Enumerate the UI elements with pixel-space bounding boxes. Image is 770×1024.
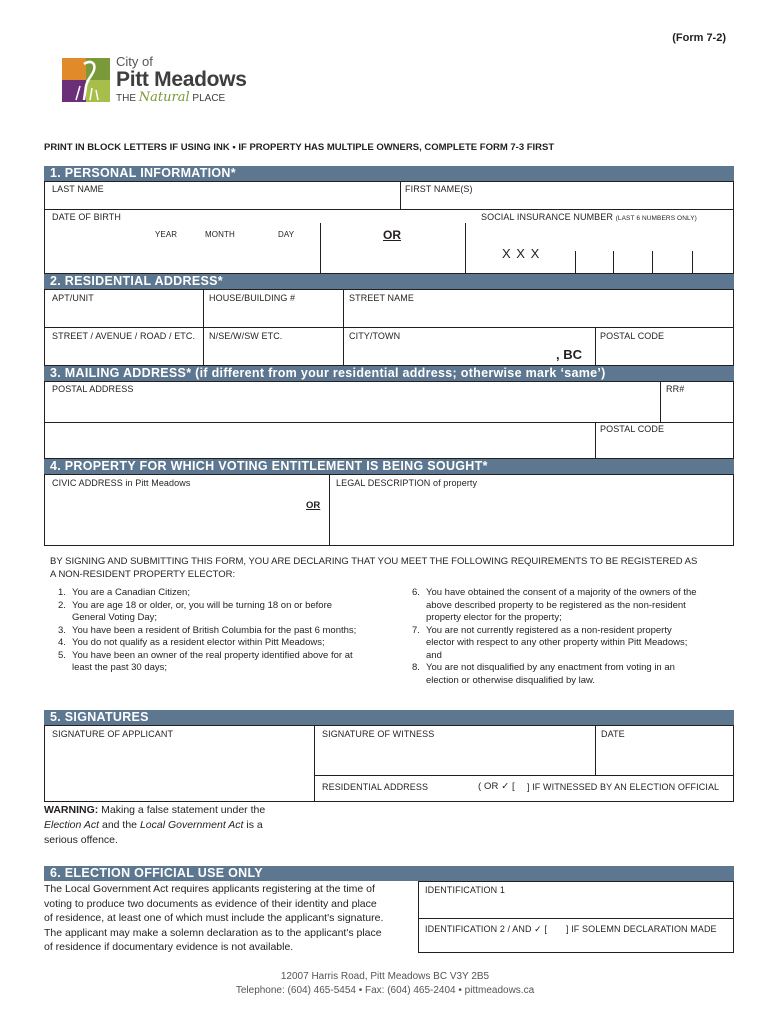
official-use-line: voting to produce two documents as evidence of their identity and place — [44, 897, 377, 910]
witness-official-note: ] IF WITNESSED BY AN ELECTION OFFICIAL — [527, 782, 720, 792]
official-use-line: The applicant may make a solemn declaration as to the applicant's place — [44, 926, 382, 939]
requirement-text — [426, 662, 675, 687]
footer — [0, 970, 770, 998]
civic-address-label: CIVIC ADDRESS in Pitt Meadows — [52, 478, 191, 488]
section-4-header: 4. PROPERTY FOR WHICH VOTING ENTITLEMENT IS BEING SOUGHT* — [44, 459, 734, 474]
sin-field[interactable] — [576, 252, 732, 272]
dob-or-sin-text: OR — [383, 228, 401, 242]
street-name-field[interactable] — [347, 304, 730, 324]
official-use-text — [44, 882, 416, 955]
applicant-signature-field[interactable] — [48, 741, 311, 798]
city-label: CITY/TOWN — [349, 331, 401, 341]
legal-description-label: LEGAL DESCRIPTION of property — [336, 478, 478, 488]
warning-line-3: serious offence. — [44, 834, 118, 846]
requirement-number: 8. — [412, 662, 420, 673]
requirement-line: General Voting Day; — [72, 612, 158, 623]
official-use-line: of residence if documentary evidence is not available. — [44, 941, 294, 953]
rr-label: RR# — [666, 384, 685, 394]
section-6-header: 6. ELECTION OFFICIAL USE ONLY — [44, 866, 734, 881]
logo-tag-place: PLACE — [192, 93, 226, 104]
logo — [62, 56, 252, 106]
sin-note: (LAST 6 NUMBERS ONLY) — [615, 215, 697, 222]
witness-official-or-check: ( OR ✓ [ — [478, 781, 515, 792]
requirement-number: 4. — [58, 637, 66, 648]
requirement-line: You are a Canadian Citizen; — [72, 587, 190, 598]
house-number-label: HOUSE/BUILDING # — [209, 293, 296, 303]
warning-label: WARNING: — [44, 804, 99, 816]
requirement-text — [72, 600, 332, 625]
postal-code-field[interactable] — [599, 342, 730, 362]
legal-description-field[interactable] — [334, 490, 730, 542]
footer-address: 12007 Harris Road, Pitt Meadows BC V3Y 2B5 — [280, 971, 490, 982]
city-field[interactable] — [347, 342, 552, 362]
witness-residential-address-field[interactable] — [318, 792, 472, 800]
warning-election-act: Election Act — [44, 819, 100, 831]
requirement-line: You are not currently registered as a non-resident property — [426, 624, 672, 636]
requirement-item — [412, 662, 732, 687]
postal-code-label: POSTAL CODE — [600, 331, 665, 341]
requirement-item — [58, 625, 388, 638]
identification-1-label: IDENTIFICATION 1 — [425, 885, 505, 895]
first-names-label: FIRST NAME(S) — [405, 184, 473, 194]
requirement-item — [412, 625, 732, 663]
identification-2-note: ] IF SOLEMN DECLARATION MADE — [566, 924, 717, 934]
date-label: DATE — [601, 729, 625, 739]
last-name-label: LAST NAME — [52, 184, 104, 194]
sin-masked-digits: X X X — [502, 246, 541, 261]
requirement-number: 5. — [58, 649, 66, 661]
declaration-intro-line-1: BY SIGNING AND SUBMITTING THIS FORM, YOU ARE DECLARING THAT YOU MEET THE FOLLOWING REQUIREMENTS TO BE REGISTERED AS — [50, 556, 698, 567]
requirement-text — [72, 637, 325, 650]
dob-label: DATE OF BIRTH — [52, 212, 121, 222]
requirement-item — [412, 587, 732, 625]
requirement-item — [58, 637, 388, 650]
mailing-postal-code-label: POSTAL CODE — [600, 424, 665, 434]
postal-address-field[interactable] — [48, 396, 656, 418]
section-1-header: 1. PERSONAL INFORMATION* — [44, 166, 734, 181]
footer-contact: Telephone: (604) 465-5454 • Fax: (604) 465-2404 • pittmeadows.ca — [235, 985, 535, 996]
requirement-number: 1. — [58, 587, 66, 598]
identification-2-label: IDENTIFICATION 2 / AND ✓ [ — [425, 924, 547, 934]
dob-month-label: MONTH — [205, 230, 235, 239]
requirement-line: above described property to be registered as the non-resident — [426, 599, 686, 611]
identification-2-field[interactable] — [422, 936, 730, 950]
requirement-line: and — [426, 649, 442, 661]
requirement-line: election or otherwise disqualified by law. — [426, 674, 595, 686]
mailing-address-line-2-field[interactable] — [48, 426, 591, 455]
requirement-line: You have been a resident of British Columbia for the past 6 months; — [72, 624, 357, 636]
dob-field[interactable] — [48, 242, 316, 270]
direction-field[interactable] — [207, 342, 340, 362]
witness-signature-label: SIGNATURE OF WITNESS — [322, 729, 435, 739]
requirement-text — [72, 587, 190, 600]
sin-label-text: SOCIAL INSURANCE NUMBER — [481, 212, 613, 222]
requirement-line: least the past 30 days; — [72, 662, 168, 673]
official-use-line: of residence, at least one of which must include the applicant's signature. — [44, 912, 384, 924]
apt-unit-field[interactable] — [48, 304, 200, 324]
property-or-text: OR — [306, 500, 321, 511]
logo-tag-the: THE — [116, 93, 136, 104]
witness-signature-field[interactable] — [318, 741, 591, 772]
requirements-left — [58, 587, 388, 675]
civic-address-field[interactable] — [48, 490, 298, 542]
identification-1-field[interactable] — [422, 896, 730, 915]
requirement-number: 3. — [58, 624, 66, 636]
direction-label: N/SE/W/SW ETC. — [209, 331, 283, 341]
first-names-field[interactable] — [404, 194, 730, 208]
requirement-item — [58, 600, 388, 625]
requirement-line: property elector for the property; — [426, 612, 562, 623]
requirement-line: You have obtained the consent of a majority of the owners of the — [426, 587, 697, 598]
sin-label — [481, 212, 697, 222]
warning-line-1: Making a false statement under the — [98, 804, 266, 816]
logo-tagline — [116, 90, 225, 105]
house-number-field[interactable] — [207, 304, 340, 324]
witness-residential-address-label: RESIDENTIAL ADDRESS — [322, 782, 429, 792]
requirement-text — [72, 625, 356, 638]
warning-local-gov-act: Local Government Act — [139, 819, 244, 831]
logo-tag-natural: Natural — [138, 90, 190, 105]
requirement-line: You do not qualify as a resident elector within Pitt Meadows; — [72, 637, 325, 648]
date-field[interactable] — [599, 741, 730, 772]
mailing-postal-code-field[interactable] — [599, 436, 730, 456]
applicant-signature-label: SIGNATURE OF APPLICANT — [52, 729, 174, 739]
declaration-intro — [50, 556, 697, 581]
warning-text — [44, 803, 314, 848]
logo-city-of: City of — [116, 54, 153, 69]
street-type-label: STREET / AVENUE / ROAD / ETC. — [52, 331, 196, 341]
official-use-line: The Local Government Act requires applicants registering at the time of — [44, 883, 375, 895]
requirements-right — [412, 587, 732, 687]
section-3-header: 3. MAILING ADDRESS* (if different from your residential address; otherwise mark ‘same’) — [44, 366, 734, 381]
section-5-header: 5. SIGNATURES — [44, 710, 734, 725]
logo-emblem-icon — [62, 56, 112, 102]
form-number: (Form 7-2) — [672, 32, 726, 44]
requirement-number: 6. — [412, 587, 420, 598]
declaration-intro-line-2: A NON-RESIDENT PROPERTY ELECTOR: — [50, 568, 236, 580]
requirement-text — [72, 650, 353, 675]
street-type-field[interactable] — [48, 342, 200, 362]
requirement-text — [426, 625, 687, 663]
dob-year-label: YEAR — [155, 230, 178, 239]
dob-day-label: DAY — [278, 230, 295, 239]
requirement-line: elector with respect to any other property within Pitt Meadows; — [426, 637, 688, 648]
rr-field[interactable] — [664, 396, 730, 418]
requirement-item — [58, 650, 388, 675]
requirement-number: 2. — [58, 599, 66, 611]
warning-is-a: is a — [243, 819, 263, 831]
requirement-item — [58, 587, 388, 600]
requirement-text — [426, 587, 697, 625]
requirement-number: 7. — [412, 624, 420, 636]
witness-official-checkbox[interactable] — [519, 781, 527, 792]
logo-name: Pitt Meadows — [116, 68, 247, 91]
warning-and: and the — [99, 819, 140, 831]
section-2-header: 2. RESIDENTIAL ADDRESS* — [44, 274, 734, 289]
requirement-line: You have been an owner of the real property identified above for at — [72, 649, 353, 661]
last-name-field[interactable] — [48, 194, 398, 208]
postal-address-label: POSTAL ADDRESS — [52, 384, 134, 394]
instruction-line: PRINT IN BLOCK LETTERS IF USING INK • IF PROPERTY HAS MULTIPLE OWNERS, COMPLETE FORM 7-3 FIRST — [44, 142, 555, 153]
requirement-line: You are age 18 or older, or, you will be turning 18 on or before — [72, 599, 333, 611]
apt-unit-label: APT/UNIT — [52, 293, 94, 303]
solemn-declaration-checkbox[interactable] — [551, 923, 563, 934]
street-name-label: STREET NAME — [349, 293, 414, 303]
requirement-line: You are not disqualified by any enactment from voting in an — [426, 662, 675, 673]
province-bc: , BC — [556, 347, 582, 362]
